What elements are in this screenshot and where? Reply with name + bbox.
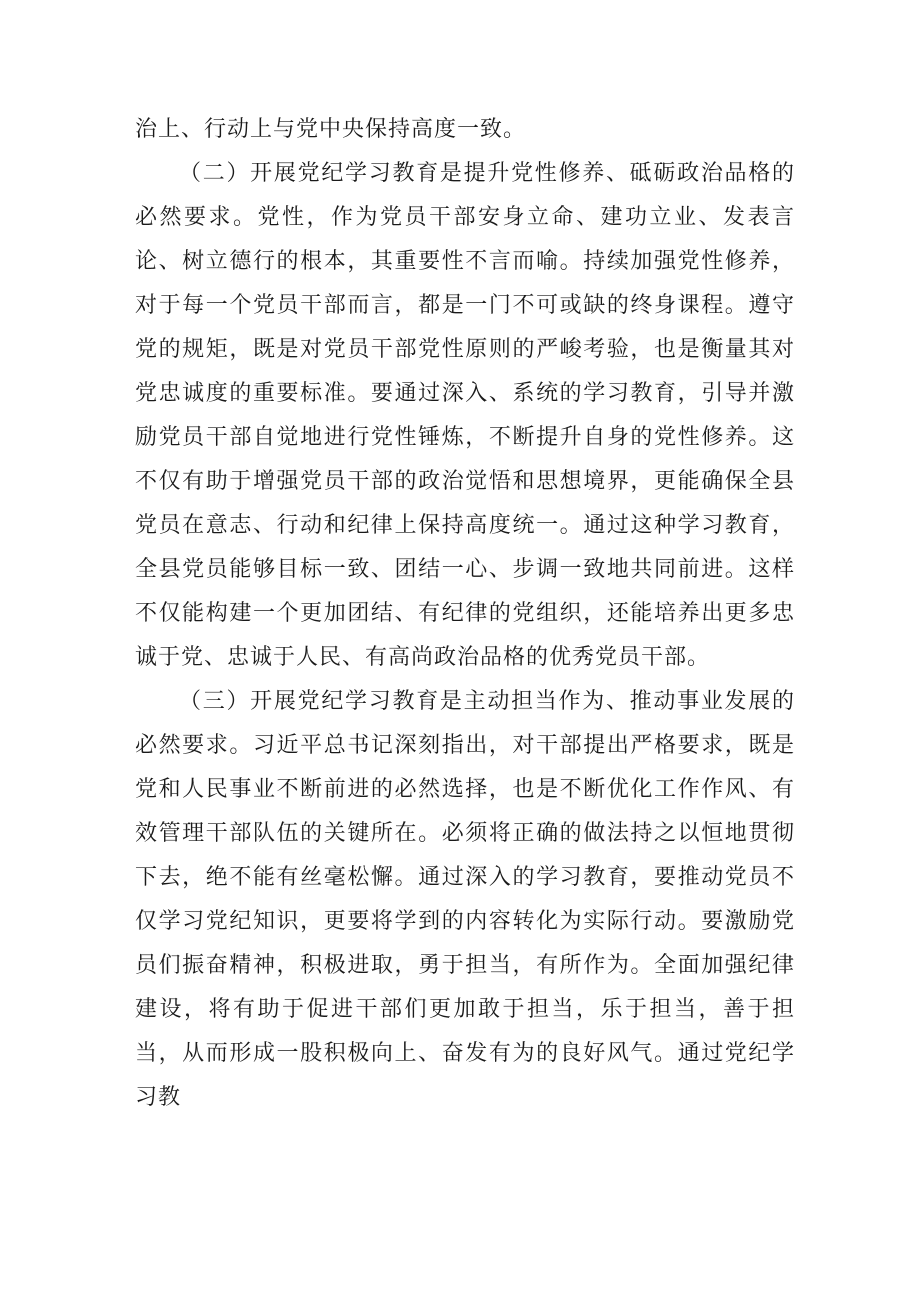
paragraph-continuation: 治上、行动上与党中央保持高度一致。	[135, 117, 527, 142]
document-body	[135, 108, 795, 1120]
paragraph-section-two: （二）开展党纪学习教育是提升党性修养、砥砺政治品格的必然要求。党性，作为党员干部安身立命、建功立业、发表言论、树立德行的根本，其重要性不言而喻。持续加强党性修养，对于每一个党员干部而言，都是一门不可或缺的终身课程。遵守党的规矩，既是对党员干部党性原则的严峻考验，也是衡量其对党忠诚度的重要标准。要通过深入、系统的学习教育，引导并激励党员干部自觉地进行党性锤炼，不断提升自身的党性修养。这不仅有助于增强党员干部的政治觉悟和思想境界，更能确保全县党员在意志、行动和纪律上保持高度统一。通过这种学习教育，全县党员能够目标一致、团结一心、步调一致地共同前进。这样不仅能构建一个更加团结、有纪律的党组织，还能培养出更多忠诚于党、忠诚于人民、有高尚政治品格的优秀党员干部。	[135, 161, 795, 670]
paragraph-section-three: （三）开展党纪学习教育是主动担当作为、推动事业发展的必然要求。习近平总书记深刻指出，对干部提出严格要求，既是党和人民事业不断前进的必然选择，也是不断优化工作作风、有效管理干部队伍的关键所在。必须将正确的做法持之以恒地贯彻下去，绝不能有丝毫松懈。通过深入的学习教育，要推动党员不仅学习党纪知识，更要将学到的内容转化为实际行动。要激励党员们振奋精神，积极进取，勇于担当，有所作为。全面加强纪律建设，将有助于促进干部们更加敢于担当，乐于担当，善于担当，从而形成一股积极向上、奋发有为的良好风气。通过党纪学习教	[135, 689, 795, 1110]
